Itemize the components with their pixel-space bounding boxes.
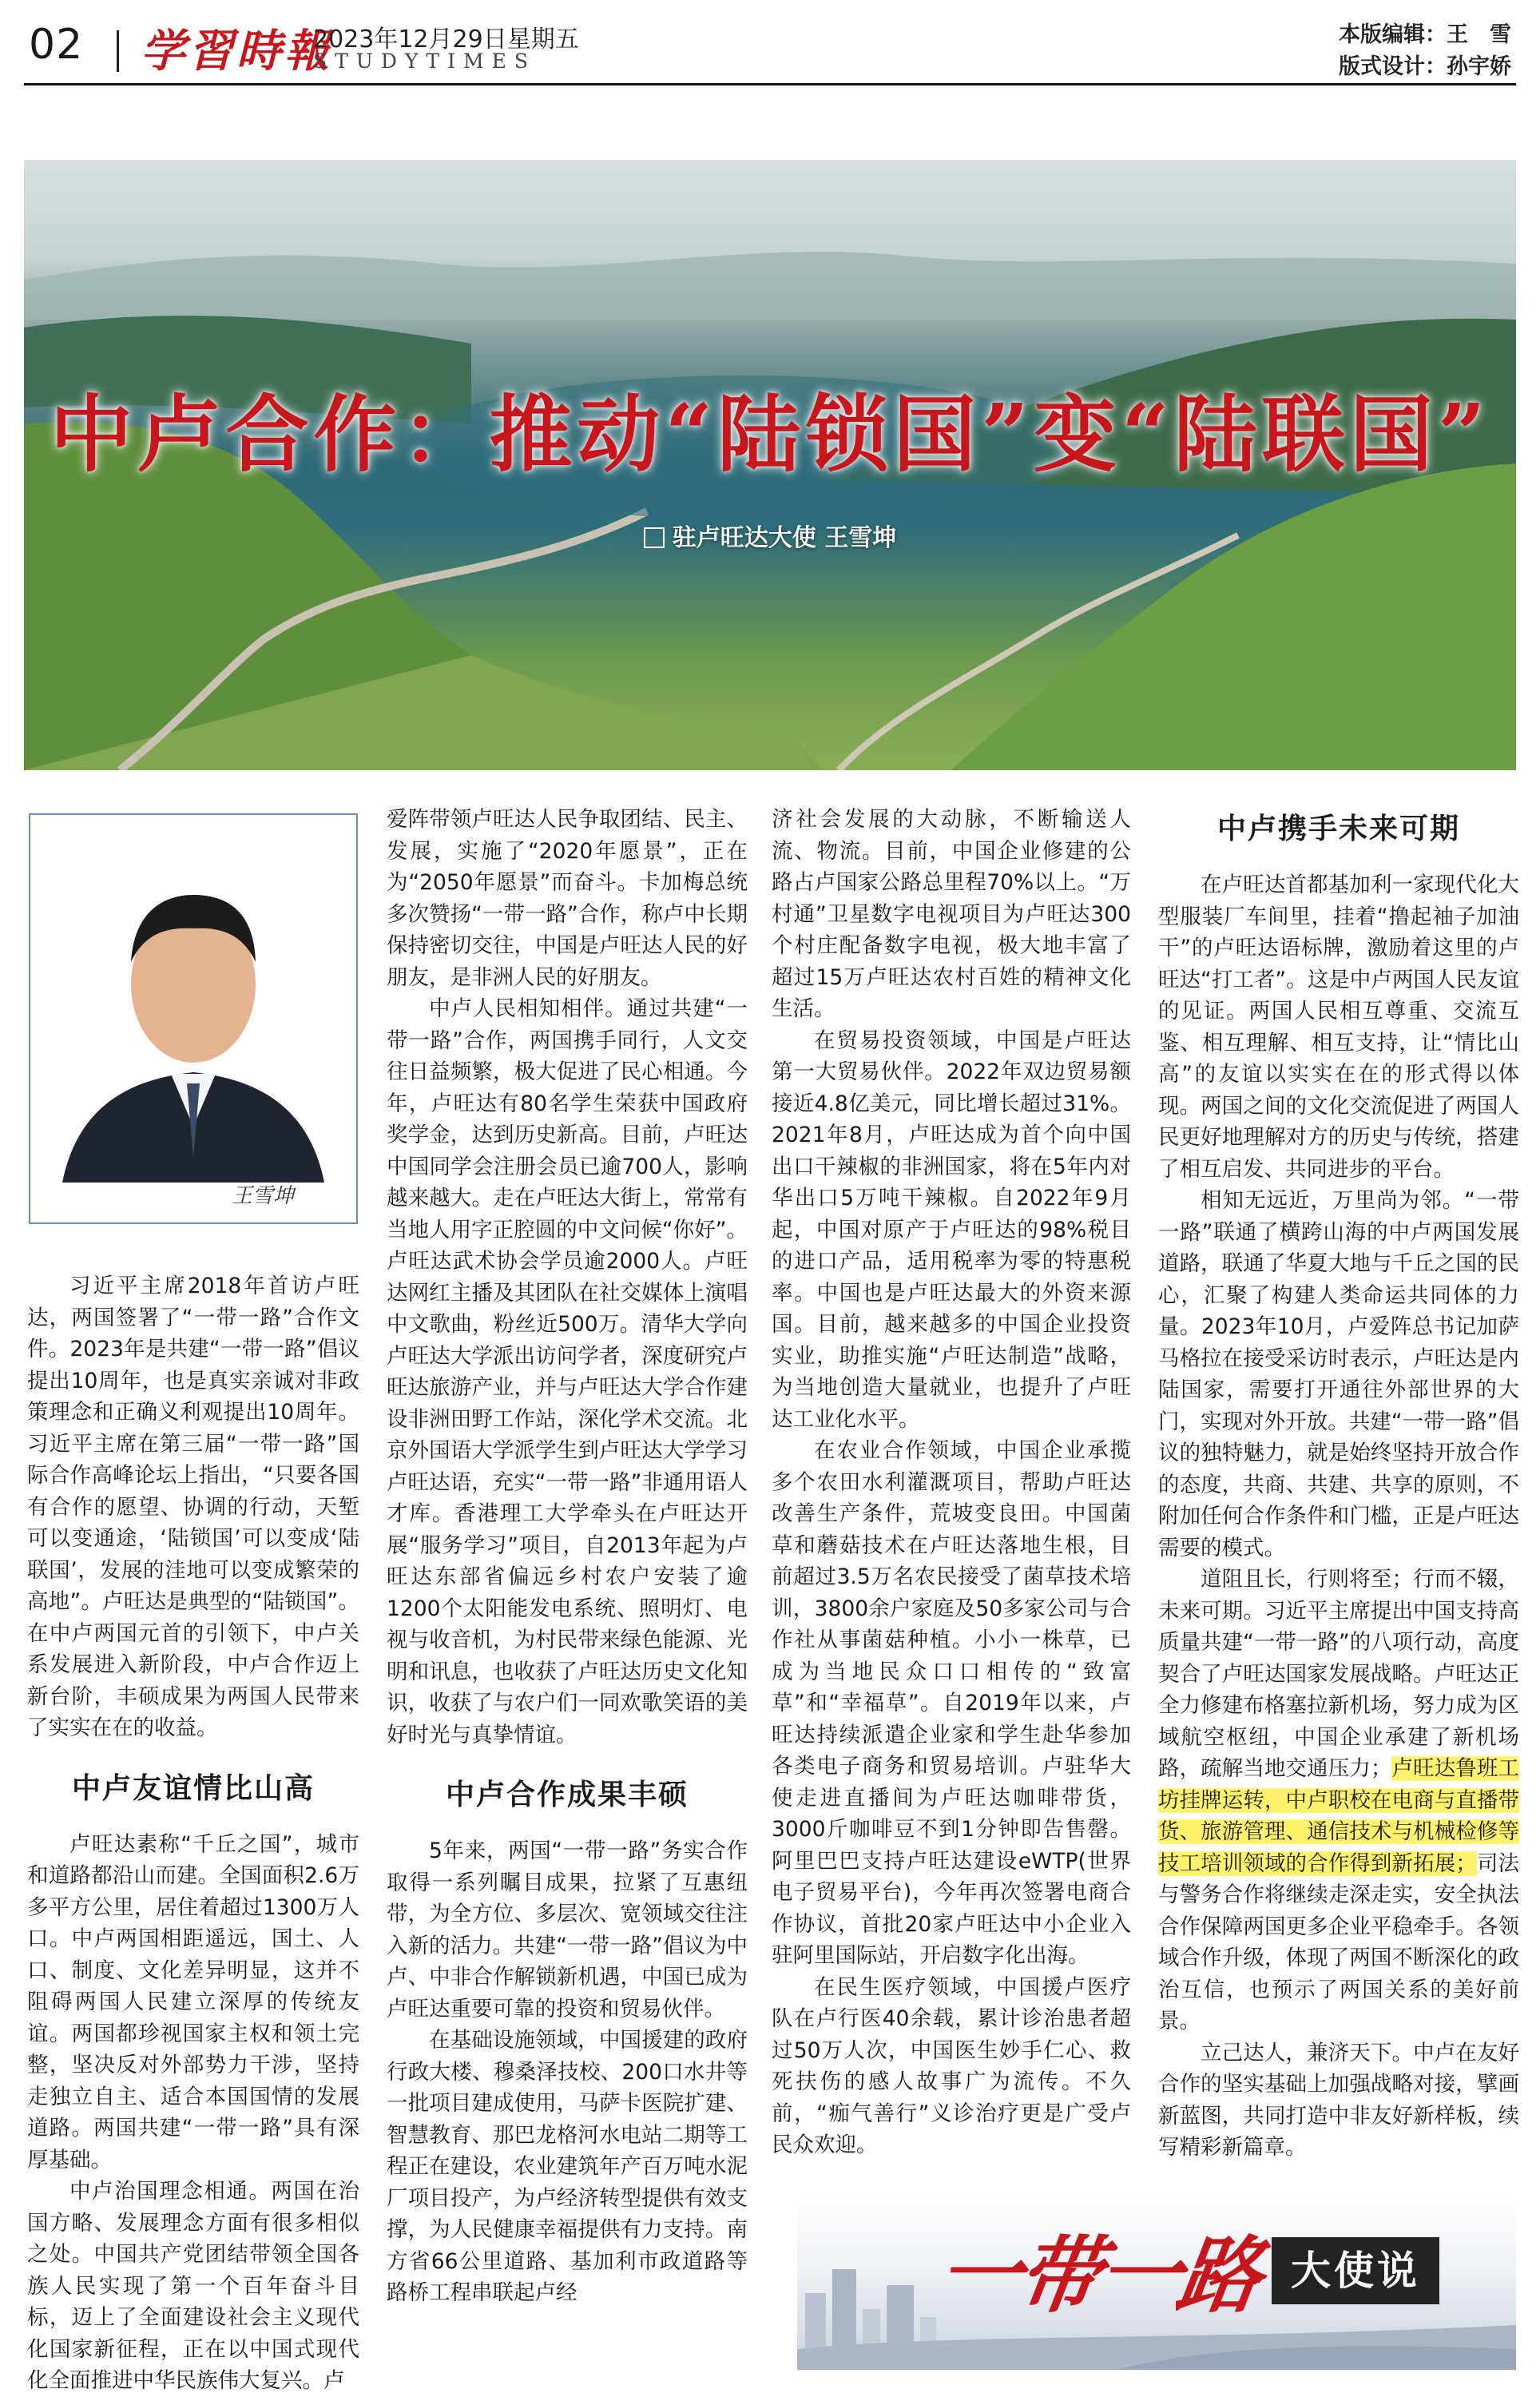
- byline-square-icon: [644, 527, 665, 548]
- paragraph: 在卢旺达首都基加利一家现代化大型服装厂车间里，挂着“撸起袖子加油干”的卢旺达语标牌，激励着这里的卢旺达“打工者”。这是中卢两国人民友谊的见证。两国人民相互尊重、交流互鉴、相互理解、相互支持，让“情比山高”的友谊以实实在在的形式得以体现。两国之间的文化交流促进了两国人民更好地理解对方的历史与传统，搭建了相互启发、共同进步的平台。: [1158, 873, 1519, 1182]
- section-heading-achievements: 中卢合作成果丰硕: [445, 1779, 689, 1811]
- highlighted-text: 卢旺达鲁班工坊挂牌运转，中卢职校在电商与直播带货、旅游管理、通信技术与机械检修等技工培训领域的合作得到新拓展；: [1158, 1756, 1519, 1876]
- page-number: 02: [29, 21, 84, 69]
- paragraph: 济社会发展的大动脉，不断输送人流、物流。目前，中国企业修建的公路占卢国家公路总里程70%以上。“万村通”卫星数字电视项目为卢旺达300个村庄配备数字电视，极大地丰富了超过15万卢旺达农村百姓的精神文化生活。: [772, 807, 1131, 1021]
- paragraph: 相知无远近，万里尚为邻。“一带一路”联通了横跨山海的中卢两国发展道路，联通了华夏大地与千丘之国的民心，汇聚了构建人类命运共同体的力量。2023年10月，卢爱阵总书记加萨马格拉在接受采访时表示，卢旺达是内陆国家，需要打开通往外部世界的大门，实现对外开放。共建“一带一路”倡议的独特魅力，就是始终坚持开放合作的态度，共商、共建、共享的原则，不附加任何合作条件和门槛，正是卢旺达需要的模式。: [1158, 1188, 1519, 1560]
- header-divider: [117, 30, 119, 72]
- paragraph: [1158, 1564, 1519, 2037]
- header-rule: [24, 83, 1516, 85]
- newspaper-english-name: STUDYTIMES: [313, 50, 536, 73]
- section-heading-friendship: 中卢友谊情比山高: [71, 1771, 315, 1805]
- paragraph: 5年来，两国“一带一路”务实合作取得一系列瞩目成果，拉紧了互惠纽带，为全方位、多层次、宽领域交往注入新的活力。共建“一带一路”倡议为中卢、中非合作解锁新机遇，中国已成为卢旺达重要可靠的投资和贸易伙伴。: [387, 1838, 748, 2021]
- banner-tag: 大使说: [1272, 2237, 1439, 2304]
- newspaper-logo: 学習時報: [141, 25, 332, 78]
- paragraph: 在农业合作领域，中国企业承揽多个农田水利灌溉项目，帮助卢旺达改善生产条件，荒坡变良田。中国菌草和蘑菇技术在卢旺达落地生根，目前超过3.5万名农民接受了菌草技术培训，3800余户家庭及50多家公司与合作社从事菌菇种植。小小一株草，已成为当地民众口口相传的“致富草”和“幸福草”。自2019年以来，卢旺达持续派遣企业家和学生赴华参加各类电子商务和贸易培训。卢驻华大使走进直播间为卢旺达咖啡带货，3000斤咖啡豆不到1分钟即告售罄。阿里巴巴支持卢旺达建设eWTP(世界电子贸易平台)，今年再次签署电商合作协议，首批20家卢旺达中小企业入驻阿里国际站，开启数字化出海。: [772, 1438, 1131, 1968]
- paragraph: 中卢治国理念相通。两国在治国方略、发展理念方面有很多相似之处。中国共产党团结带领全国各族人民实现了第一个百年奋斗目标，迈上了全面建设社会主义现代化国家新征程，正在以中国式现代化全面推进中华民族伟大复兴。卢: [27, 2179, 359, 2393]
- paragraph: 爱阵带领卢旺达人民争取团结、民主、发展，实施了“2020年愿景”，正在为“2050年愿景”而奋斗。卡加梅总统多次赞扬“一带一路”合作，称卢中长期保持密切交往，中国是卢旺达人民的好朋友，是非洲人民的好朋友。: [387, 807, 748, 990]
- author-signature: 王雪坤: [232, 1184, 295, 1208]
- layout-designer: 版式设计：孙宇娇: [1339, 54, 1511, 79]
- author-portrait: [29, 813, 358, 1224]
- editor-credits: [1339, 19, 1511, 83]
- headline: 中卢合作：推动“陆锁国”变“陆联国”: [50, 385, 1490, 483]
- paragraph: 在贸易投资领域，中国是卢旺达第一大贸易伙伴。2022年双边贸易额接近4.8亿美元，同比增长超过31%。2021年8月，卢旺达成为首个向中国出口干辣椒的非洲国家，将在5年内对华出口5万吨干辣椒。自2022年9月起，中国对原产于卢旺达的98%税目的进口产品，适用税率为零的特惠税率。中国也是卢旺达最大的外资来源国。目前，越来越多的中国企业投资实业，助推实施“卢旺达制造”战略，为当地创造大量就业，也提升了卢旺达工业化水平。: [772, 1028, 1131, 1432]
- paragraph: 在民生医疗领域，中国援卢医疗队在卢行医40余载，累计诊治患者超过50万人次，中国医生妙手仁心、救死扶伤的感人故事广为流传。不久前，“痂气善行”义诊治疗更是广受卢民众欢迎。: [772, 1974, 1131, 2157]
- paragraph: 中卢人民相知相伴。通过共建“一带一路”合作，两国携手同行，人文交往日益频繁，极大促进了民心相通。今年，卢旺达有80名学生荣获中国政府奖学金，达到历史新高。目前，卢旺达中国同学会注册会员已逾700人，影响越来越大。走在卢旺达大街上，常常有当地人用字正腔圆的中文问候“你好”。卢旺达武术协会学员逾2000人。卢旺达网红主播及其团队在社交媒体上演唱中文歌曲，粉丝近500万。清华大学向卢旺达大学派出访问学者，深度研究卢旺达旅游产业，并与卢旺达大学合作建设非洲田野工作站，深化学术交流。北京外国语大学派学生到卢旺达大学学习卢旺达语，充实“一带一路”非通用语人才库。香港理工大学牵头在卢旺达开展“服务学习”项目，自2013年起为卢旺达东部省偏远乡村农户安装了逾1200个太阳能发电系统、照明灯、电视与收音机，为村民带来绿色能源、光明和讯息，也收获了卢旺达历史文化知识，收获了与农户们一同欢歌笑语的美好时光与真挚情谊。: [387, 996, 748, 1747]
- article-column-1: [27, 1270, 359, 2397]
- intro-paragraph: 习近平主席2018年首访卢旺达，两国签署了“一带一路”合作文件。2023年是共建“一带一路”倡议提出10周年，也是真实亲诚对非政策理念和正确义利观提出10周年。习近平主席在第三届“一带一路”国际合作高峰论坛上指出，“只要各国有合作的愿望、协调的行动，天堑可以变通途，‘陆锁国’可以变成‘陆联国’，发展的洼地可以变成繁荣的高地”。卢旺达是典型的“陆锁国”。在中卢两国元首的引领下，中卢关系发展进入新阶段，中卢合作迈上新台阶，丰硕成果为两国人民带来了实实在在的收益。: [27, 1274, 359, 1740]
- byline: [0, 518, 1540, 553]
- editor: 本版编辑：王 雪: [1339, 22, 1511, 47]
- banner-title: 一带一路: [931, 2226, 1265, 2324]
- issue-date: 2023年12月29日星期五: [313, 26, 579, 54]
- paragraph-text: 司法与警务合作将继续走深走实，安全执法合作保障两国更多企业平稳牵手。各领域合作升级，体现了两国不断深化的政治互信，也预示了两国关系的美好前景。: [1158, 1850, 1519, 2033]
- paragraph: 卢旺达素称“千丘之国”，城市和道路都沿山而建。全国面积2.6万多平方公里，居住着超过1300万人口。中卢两国相距遥远，国土、人口、制度、文化差异明显，这并不阻碍两国人民建立深厚的传统友谊。两国都珍视国家主权和领土完整，坚决反对外部势力干涉，坚持走独立自主、适合本国国情的发展道路。两国共建“一带一路”具有深厚基础。: [27, 1831, 359, 2172]
- paragraph-text: 道阻且长，行则将至；行而不辍，未来可期。习近平主席提出中国支持高质量共建“一带一路”的八项行动，高度契合了卢旺达国家发展战略。卢旺达正全力修建布格塞拉新机场，努力成为区域航空枢纽，中国企业承建了新机场路，疏解当地交通压力；: [1158, 1567, 1519, 1781]
- paragraph: 立己达人，兼济天下。中卢在友好合作的坚实基础上加强战略对接，擘画新蓝图，共同打造中非友好新样板，续写精彩新篇章。: [1158, 2040, 1519, 2160]
- portrait-illustration: [30, 815, 356, 1222]
- byline-text: 驻卢旺达大使 王雪坤: [672, 524, 897, 552]
- article-column-2: [387, 804, 748, 2309]
- article-column-4: [1158, 804, 1519, 2164]
- article-column-3: [772, 804, 1131, 2161]
- paragraph: 在基础设施领域，中国援建的政府行政大楼、穆桑泽技校、200口水井等一批项目建成使用，马萨卡医院扩建、智慧教育、那巴龙格河水电站二期等工程正在建设，农业建筑年产百万吨水泥厂项目投产，为卢经济转型提供有效支撑，为人民健康幸福提供有力支持。南方省66公里道路、基加利市政道路等路桥工程串联起卢经: [387, 2028, 748, 2305]
- section-heading-future: 中卢携手未来可期: [1217, 813, 1460, 845]
